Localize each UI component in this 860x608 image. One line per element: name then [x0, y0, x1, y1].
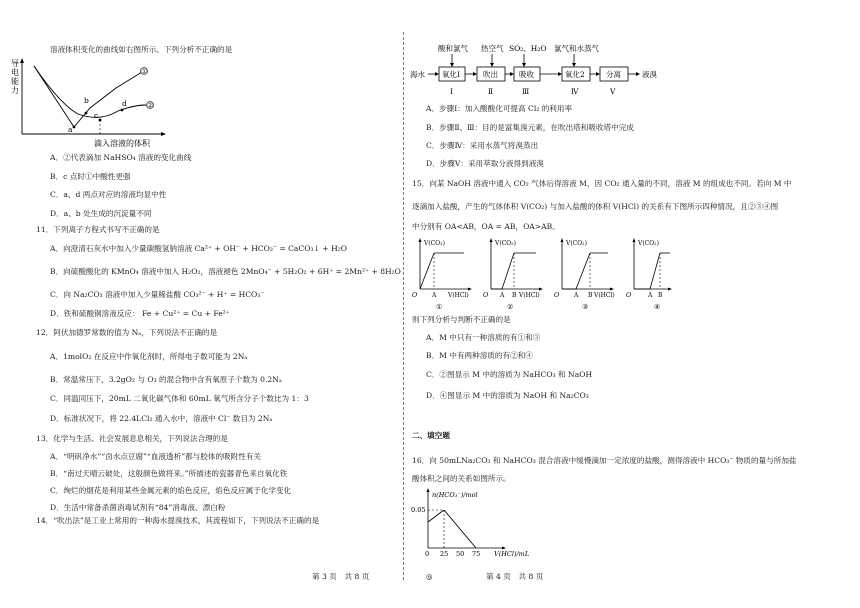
flow-down-head-1 — [450, 63, 454, 67]
q14-option-b: B．步骤Ⅱ、Ⅲ：目的是富集溴元素，在吹出塔和吸收塔中完成 — [426, 123, 634, 132]
q10-intro: 溶液体积变化的曲线如右图所示。下列分析不正确的是 — [50, 45, 233, 54]
g1-num: ① — [436, 303, 443, 311]
q10-option-d: D．a、b 处生成的沉淀量不同 — [50, 209, 152, 218]
flow-input-2: 热空气 — [481, 44, 504, 53]
q16-xtick-50: 50 — [456, 550, 465, 558]
flow-box-3-label: 吸收 — [519, 70, 534, 79]
page-divider — [403, 32, 404, 580]
q16-xlabel: V(HCl)/mL — [494, 550, 530, 558]
flow-arrow-start-head — [435, 72, 439, 76]
q12-option-a: A．1molO₂ 在反应中作氧化剂时，所得电子数可能为 2Nₐ — [50, 352, 248, 361]
flow-arrow-1-head — [473, 72, 477, 76]
flow-numeral-5: Ⅴ — [610, 87, 616, 96]
g1-xlabel: V(HCl) — [448, 292, 469, 299]
g4-num: ④ — [654, 303, 661, 311]
flow-numeral-2: Ⅱ — [488, 87, 494, 96]
q15-graph-4 — [626, 238, 672, 311]
g2-y-arrow — [490, 238, 493, 242]
g2-a: A — [500, 292, 505, 299]
flow-arrow-2-head — [510, 72, 514, 76]
q11-option-b: B．向硫酸酸化的 KMnO₄ 溶液中加入 H₂O₂，溶液褪色 2MnO₄⁻ + 5H₂O₂ + 6H⁺ = 2Mn²⁺ + 8H₂O — [50, 267, 401, 276]
q14-option-c: C．步骤Ⅳ：采用水蒸气将溴蒸出 — [426, 141, 539, 150]
q10-option-c: C．a、d 两点对应的溶液均显中性 — [50, 190, 167, 199]
g1-ylabel: V(CO₂) — [424, 240, 445, 247]
q13-option-c: C．绚烂的烟花是利用某些金属元素的焰色反应，焰色反应属于化学变化 — [50, 486, 292, 495]
q12-option-d: D．标准状况下，将 22.4LCl₂ 通入水中，溶液中 Cl⁻ 数目为 2Nₐ — [50, 414, 273, 423]
q11-option-d: D．铁和硫酸铜溶液反应： Fe + Cu²⁺ = Cu + Fe²⁺ — [50, 309, 230, 318]
flow-down-head-4 — [572, 63, 576, 67]
graph10-ylabel-3: 能 — [11, 77, 19, 86]
flow-start: 海水 — [410, 70, 425, 79]
g2-num: ② — [507, 303, 514, 311]
g4-a: A — [648, 292, 653, 299]
g1-rise — [420, 253, 434, 289]
conductivity-graph — [8, 58, 168, 148]
graph10-label-c1: ① — [141, 67, 148, 76]
g4-b: B — [658, 292, 663, 299]
q15-option-d: D．④图显示 M 中的溶质为 NaOH 和 Na₂CO₃ — [426, 391, 589, 400]
g4-y-arrow — [633, 238, 636, 242]
g2-b: B — [512, 292, 517, 299]
q15-stem-line-1: 15．向某 NaOH 溶液中通入 CO₂ 气体后得溶液 M，因 CO₂ 通入量的不同，溶液 M 的组成也不同。若向 M 中 — [412, 179, 792, 188]
flow-numeral-1: Ⅰ — [450, 87, 453, 96]
g3-y-arrow — [561, 238, 564, 242]
g4-rise — [650, 253, 660, 289]
flow-down-head-3 — [522, 63, 526, 67]
page-footer-right: 第 4 页 共 8 页 — [486, 572, 544, 581]
q15-stem-line-2: 逐滴加入盐酸，产生的气体体积 V(CO₂) 与加入盐酸的体积 V(HCl) 的关系有下图所示四种情况，且②③④图 — [412, 202, 779, 211]
g4-x-arrow — [668, 288, 672, 291]
q14-option-a: A．步骤Ⅰ：加入酸酸化可提高 Cl₂ 的利用率 — [426, 104, 573, 113]
g2-xlabel: V(HCl) — [519, 292, 540, 299]
q15-sub-stem: 则下列分析与判断不正确的是 — [412, 315, 511, 324]
q15-option-a: A．M 中只有一种溶质的有①和③ — [426, 333, 541, 342]
section-heading: 二、填空题 — [412, 431, 450, 440]
graph10-point-a — [73, 126, 76, 129]
graph10-ylabel-4: 力 — [11, 86, 19, 95]
q15-stem-line-3: 中分别有 OA<AB，OA = AB，OA>AB。 — [412, 222, 560, 231]
flow-numeral-4: Ⅳ — [571, 87, 579, 96]
footer-mark: ◎ — [426, 572, 433, 581]
q16-rise — [428, 510, 444, 522]
q12-stem: 12．阿伏加德罗常数的值为 Nₐ，下列说法不正确的是 — [36, 328, 218, 337]
flow-numeral-3: Ⅲ — [522, 87, 530, 96]
flow-input-4: 氯气和水蒸气 — [554, 44, 599, 53]
flow-end: 液溴 — [642, 70, 657, 79]
g3-x-arrow — [610, 288, 614, 291]
q16-ylabel: n(HCO₃⁻)/mol — [432, 491, 478, 499]
q16-graph — [408, 486, 558, 560]
g3-origin: O — [554, 291, 560, 299]
q15-graph-3 — [554, 238, 615, 311]
q10-option-a: A．②代表滴加 NaHSO₄ 溶液的变化曲线 — [50, 153, 192, 162]
g3-num: ③ — [582, 303, 589, 311]
graph10-label-c2: ② — [147, 101, 154, 110]
flow-arrow-3-head — [558, 72, 562, 76]
flow-box-4-label: 氧化2 — [565, 70, 585, 79]
q13-option-a: A．“明矾净水”“卤水点豆腐”“血液透析”都与胶体的吸附性有关 — [50, 452, 262, 461]
q15-graph-1 — [412, 238, 472, 311]
graph10-label-d: d — [122, 99, 127, 108]
flow-arrow-5-head — [636, 72, 640, 76]
q11-option-a: A．向澄清石灰水中加入少量碳酸氢钠溶液 Ca²⁺ + OH⁻ + HCO₃⁻ = CaCO₃↓ + H₂O — [50, 244, 347, 253]
q14-stem: 14．“吹出法”是工业上常用的一种海水提溴技术，其流程如下，下列说法不正确的是 — [36, 516, 320, 525]
q11-option-c: C．向 Na₂CO₃ 溶液中加入少量稀盐酸 CO₃²⁻ + H⁺ = HCO₃⁻ — [50, 290, 265, 299]
graph10-label-c: c — [94, 111, 99, 120]
graph10-label-b: b — [84, 96, 89, 105]
g1-x-arrow — [468, 288, 472, 291]
q15-option-b: B．M 中有两种溶质的有②和④ — [426, 351, 533, 360]
q16-xtick-25: 25 — [440, 550, 449, 558]
graph10-ylabel-1: 导 — [11, 59, 19, 68]
g3-rise — [576, 253, 590, 289]
g4-ylabel: V(CO₂) — [638, 240, 659, 247]
q16-y-arrow — [427, 488, 430, 492]
graph10-point-d — [121, 109, 124, 112]
g2-rise — [502, 253, 514, 289]
flow-input-3: SO₂、H₂O — [509, 44, 547, 53]
q13-option-b: B．“南过天晴云破处，这般颜色做将来。”所描述的瓷器青色来自氧化铁 — [50, 469, 288, 478]
q16-stem-line-2: 酸体积之间的关系如图所示。 — [412, 474, 511, 483]
q10-option-b: B．c 点时①中酸性更强 — [50, 172, 131, 181]
q13-option-d: D．生活中常备杀菌消毒试剂有“84”消毒液、漂白粉 — [50, 503, 226, 512]
q16-ytick: 0.05 — [411, 506, 426, 514]
q15-graph-2 — [483, 238, 543, 311]
graph10-y-arrow — [20, 58, 24, 63]
flow-box-2-label: 吹出 — [483, 70, 498, 79]
g3-xlabel: V(HCl) — [594, 292, 615, 299]
g3-b: B — [588, 292, 593, 299]
g2-origin: O — [483, 291, 489, 299]
q16-xtick-0: 0 — [425, 550, 430, 558]
graph10-point-b — [85, 112, 88, 115]
g3-a: A — [574, 292, 579, 299]
flow-down-head-2 — [490, 63, 494, 67]
graph10-label-a: a — [68, 125, 73, 134]
q12-option-c: C．同温同压下，20mL 二氧化碳气体和 60mL 氧气所含分子个数比为 1：3 — [50, 394, 309, 403]
q16-xtick-75: 75 — [472, 550, 481, 558]
g2-x-arrow — [539, 288, 543, 291]
g4-origin: O — [626, 291, 632, 299]
g1-a: A — [432, 292, 437, 299]
g2-ylabel: V(CO₂) — [495, 240, 516, 247]
flow-arrow-4-head — [596, 72, 600, 76]
flow-box-1-label: 氧化Ⅰ — [442, 70, 460, 79]
page-footer-left: 第 3 页 共 8 页 — [312, 572, 370, 581]
bromine-flowchart — [408, 40, 668, 100]
graph10-x-arrow — [161, 132, 166, 136]
q15-option-c: C．②图显示 M 中的溶质为 NaHCO₃ 和 NaOH — [426, 370, 593, 379]
q13-stem: 13．化学与生活、社会发展息息相关，下列说法合理的是 — [36, 434, 228, 443]
q14-option-d: D．步骤Ⅴ：采用萃取分液得到液溴 — [426, 159, 544, 168]
q16-stem-line-1: 16．向 50mLNa₂CO₃ 和 NaHCO₃ 混合溶液中缓慢滴加一定浓度的盐酸，测得溶液中 HCO₃⁻ 物质的量与所加盐 — [412, 456, 797, 465]
q15-graphs — [408, 236, 676, 312]
q16-fall — [444, 510, 476, 548]
q12-option-b: B．常温常压下，3.2gO₂ 与 O₃ 的混合物中含有氧原子个数为 0.2Nₐ — [50, 375, 282, 384]
g1-origin: O — [412, 291, 418, 299]
q11-stem: 11．下列离子方程式书写不正确的是 — [36, 225, 160, 234]
graph10-xlabel: 滴入溶液的体积 — [94, 139, 150, 148]
g3-ylabel: V(CO₂) — [566, 240, 587, 247]
flow-box-5-label: 分离 — [606, 70, 621, 79]
g1-y-arrow — [419, 238, 422, 242]
graph10-ylabel-2: 电 — [11, 68, 19, 77]
flow-input-1: 酸和氯气 — [438, 44, 468, 53]
